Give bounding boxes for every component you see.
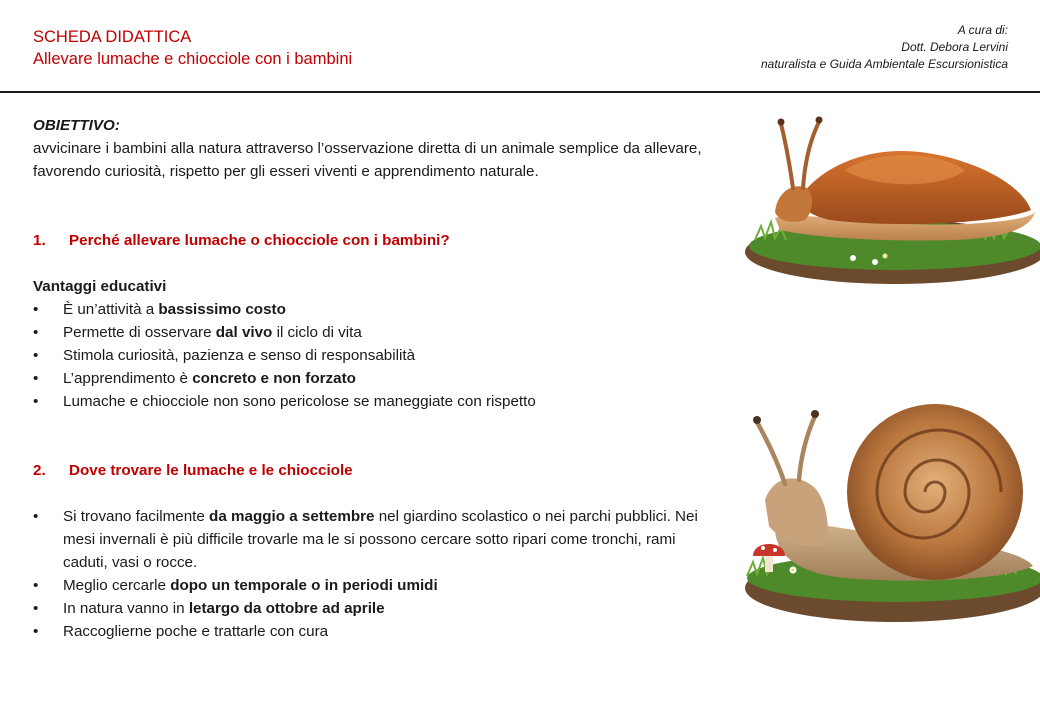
section-1-number: 1.: [33, 232, 46, 249]
list-item: • Meglio cercarle dopo un temporale o in periodi umidi: [33, 574, 723, 597]
section-1-list: [33, 298, 723, 413]
section-2-title: Dove trovare le lumache e le chiocciole: [69, 462, 353, 479]
list-item: • Permette di osservare dal vivo il ciclo di vita: [33, 321, 723, 344]
author-credit: [761, 22, 1008, 73]
section-1-title: Perché allevare lumache o chiocciole con i bambini?: [69, 232, 450, 249]
title-line-2: Allevare lumache e chiocciole con i bambini: [33, 50, 353, 68]
list-item: • In natura vanno in letargo da ottobre ad aprile: [33, 597, 723, 620]
section-2-number: 2.: [33, 462, 46, 479]
list-item: • È un’attività a bassissimo costo: [33, 298, 723, 321]
title-line-1: SCHEDA DIDATTICA: [33, 28, 192, 46]
section-2-list: [33, 505, 723, 643]
main-content: [33, 114, 723, 643]
author-role: naturalista e Guida Ambientale Escursionistica: [760, 57, 1008, 71]
author-intro: A cura di:: [957, 23, 1008, 37]
snail-icon: [735, 380, 1040, 648]
objective-text: avvicinare i bambini alla natura attraverso l’osservazione diretta di un animale semplice da allevare, favorendo curiosità, rispetto per gli esseri viventi e apprendimento naturale.: [33, 140, 702, 180]
slug-icon: [735, 100, 1040, 330]
list-item: • Si trovano facilmente da maggio a settembre nel giardino scolastico o nei parchi pubblici. Nei mesi invernali è più difficile trovarle ma le si possono cercare sotto ripari come tronchi, rami caduti, vasi o rocce.: [33, 505, 723, 574]
list-item: • Stimola curiosità, pazienza e senso di responsabilità: [33, 344, 723, 367]
header-divider: [0, 91, 1040, 93]
section-2-heading: [33, 459, 723, 482]
author-name: Dott. Debora Lervini: [901, 40, 1008, 54]
list-item: • L’apprendimento è concreto e non forzato: [33, 367, 723, 390]
slug-illustration: [735, 100, 1040, 330]
list-item: • Raccoglierne poche e trattarle con cura: [33, 620, 723, 643]
list-item: • Lumache e chiocciole non sono pericolose se maneggiate con rispetto: [33, 390, 723, 413]
section-1-heading: [33, 229, 723, 252]
snail-illustration: [735, 380, 1040, 648]
section-1-subheading: Vantaggi educativi: [33, 278, 167, 295]
document-title: [33, 26, 352, 70]
objective-label: OBIETTIVO:: [33, 117, 120, 134]
